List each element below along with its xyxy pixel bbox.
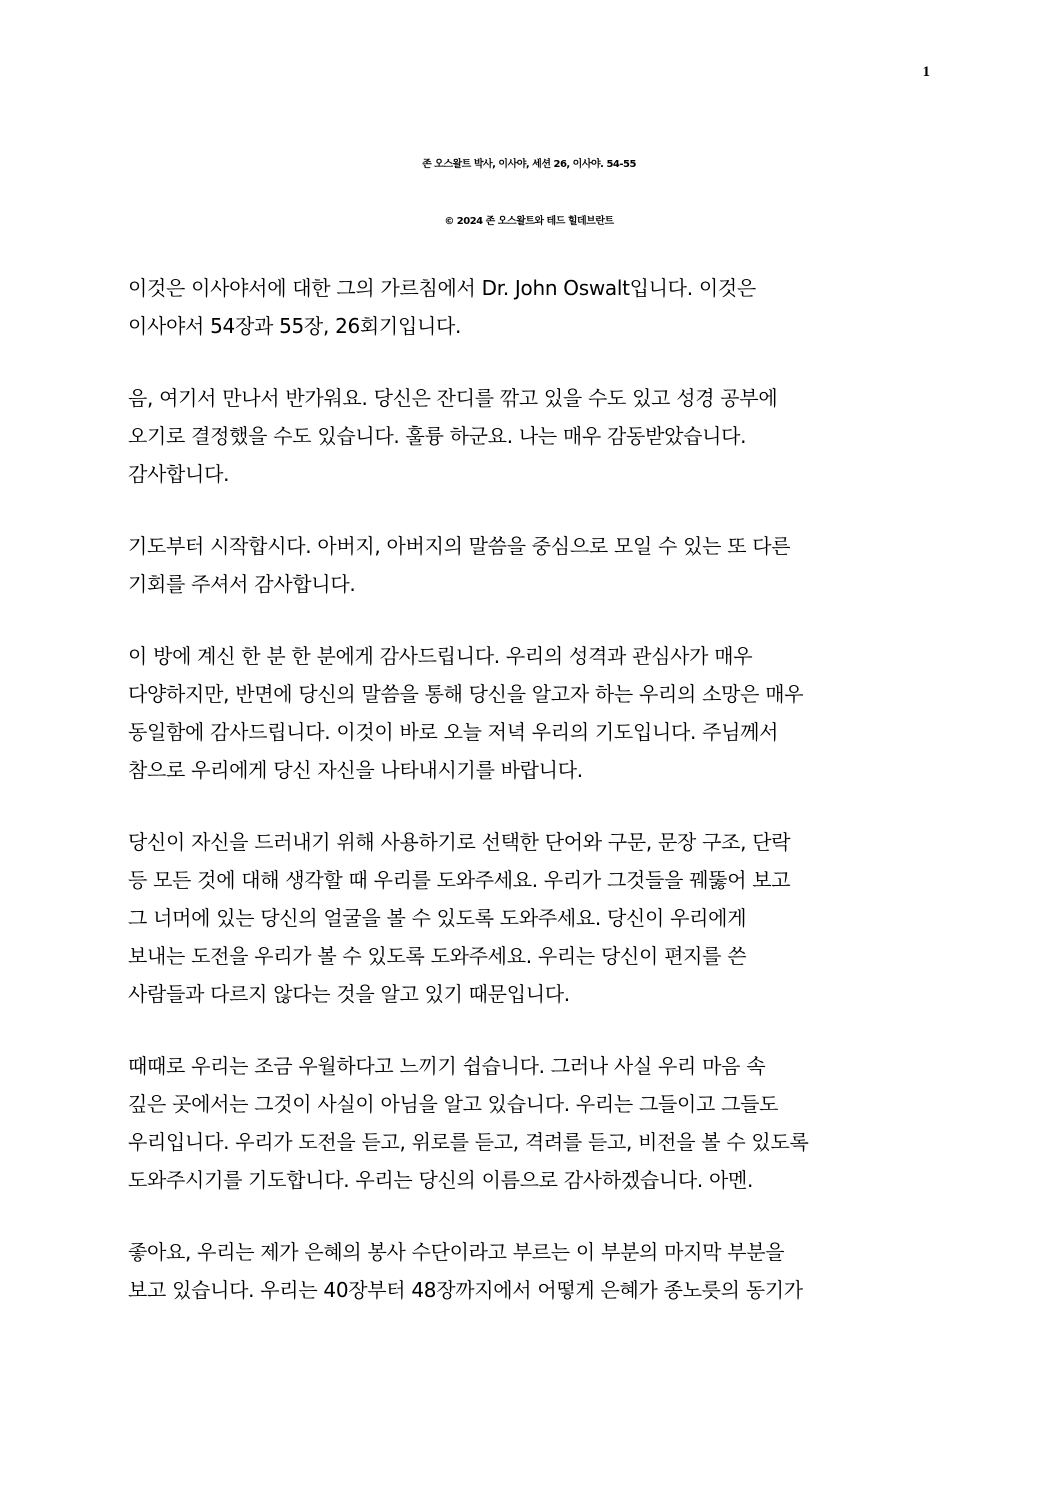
title-line-2: © 2024 존 오스왈트와 테드 힐데브란트 — [444, 216, 614, 227]
paragraph-3 — [128, 527, 928, 603]
document-body — [128, 269, 928, 1343]
text-line: 보내는 도전을 우리가 볼 수 있도록 도와주세요. 우리는 당신이 편지를 쓴 — [128, 944, 747, 968]
text-line: 참으로 우리에게 당신 자신을 나타내시기를 바랍니다. — [128, 758, 583, 782]
text-line: 때때로 우리는 조금 우월하다고 느끼기 쉽습니다. 그러나 사실 우리 마음 속 — [128, 1054, 766, 1078]
page-number: 1 — [922, 64, 930, 80]
text-line: 깊은 곳에서는 그것이 사실이 아님을 알고 있습니다. 우리는 그들이고 그들도 — [128, 1092, 779, 1116]
text-line: 사람들과 다르지 않다는 것을 알고 있기 때문입니다. — [128, 982, 570, 1006]
title-line-1: 존 오스왈트 박사, 이사야, 세션 26, 이사야. 54-55 — [422, 159, 636, 170]
text-line: 우리입니다. 우리가 도전을 듣고, 위로를 듣고, 격려를 듣고, 비전을 볼 수 있도록 — [128, 1130, 809, 1154]
text-line: 기도부터 시작합시다. 아버지, 아버지의 말씀을 중심으로 모일 수 있는 또 다른 — [128, 534, 791, 558]
text-line: 다양하지만, 반면에 당신의 말씀을 통해 당신을 알고자 하는 우리의 소망은 매우 — [128, 682, 804, 706]
text-line: 동일함에 감사드립니다. 이것이 바로 오늘 저녁 우리의 기도입니다. 주님께서 — [128, 720, 779, 744]
text-line: 이 방에 계신 한 분 한 분에게 감사드립니다. 우리의 성격과 관심사가 매우 — [128, 644, 753, 668]
text-line: 당신이 자신을 드러내기 위해 사용하기로 선택한 단어와 구문, 문장 구조, 단락 — [128, 830, 791, 854]
paragraph-4 — [128, 637, 928, 789]
text-line: 도와주시기를 기도합니다. 우리는 당신의 이름으로 감사하겠습니다. 아멘. — [128, 1168, 754, 1192]
text-line: 좋아요, 우리는 제가 은혜의 봉사 수단이라고 부르는 이 부분의 마지막 부분을 — [128, 1240, 785, 1264]
document-title — [0, 136, 1058, 250]
paragraph-7 — [128, 1233, 928, 1309]
text-line: 오기로 결정했을 수도 있습니다. 훌륭 하군요. 나는 매우 감동받았습니다. — [128, 424, 747, 448]
paragraph-6 — [128, 1047, 928, 1199]
text-line: 보고 있습니다. 우리는 40장부터 48장까지에서 어떻게 은혜가 종노릇의 동기가 — [128, 1278, 803, 1302]
paragraph-2 — [128, 379, 928, 493]
paragraph-1 — [128, 269, 928, 345]
text-line: 그 너머에 있는 당신의 얼굴을 볼 수 있도록 도와주세요. 당신이 우리에게 — [128, 906, 747, 930]
text-line: 감사합니다. — [128, 462, 230, 486]
text-line: 등 모든 것에 대해 생각할 때 우리를 도와주세요. 우리가 그것들을 꿰뚫어 보고 — [128, 868, 791, 892]
text-line: 이사야서 54장과 55장, 26회기입니다. — [128, 314, 462, 338]
text-line: 기회를 주셔서 감사합니다. — [128, 572, 356, 596]
paragraph-5 — [128, 823, 928, 1013]
text-line: 음, 여기서 만나서 반가워요. 당신은 잔디를 깎고 있을 수도 있고 성경 공부에 — [128, 386, 778, 410]
text-line: 이것은 이사야서에 대한 그의 가르침에서 Dr. John Oswalt입니다. 이것은 — [128, 276, 756, 300]
